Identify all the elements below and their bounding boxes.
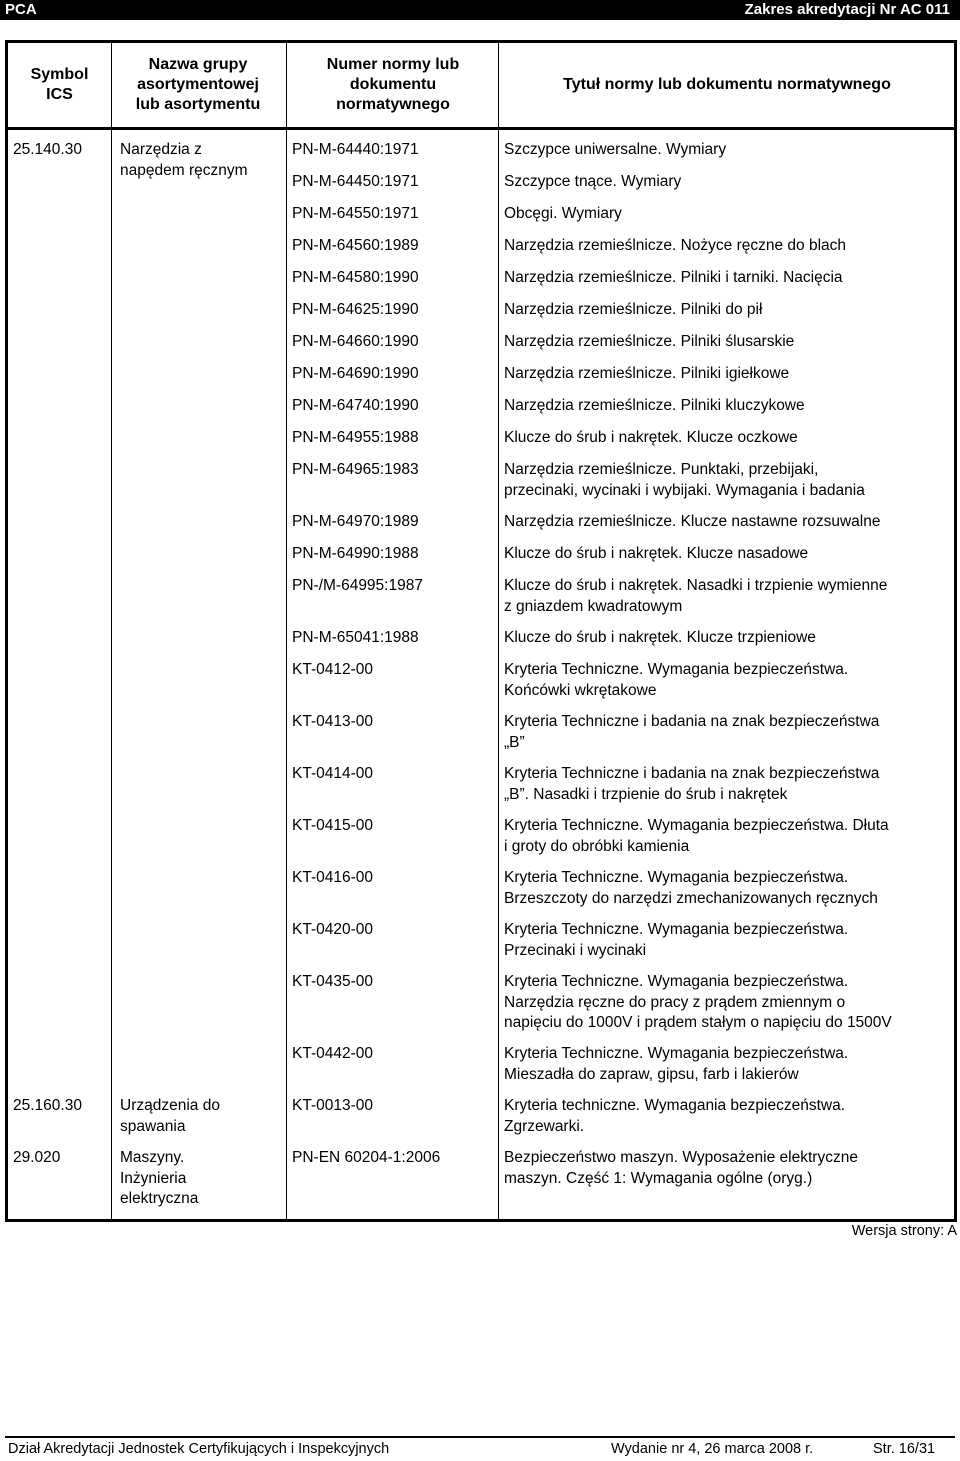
- standard-number: KT-0413-00: [292, 713, 373, 730]
- standard-title-line: Kryteria techniczne. Wymagania bezpieczeństwa.: [504, 1097, 846, 1114]
- standard-number: KT-0415-00: [292, 817, 373, 834]
- standard-number: PN-M-64625:1990: [292, 301, 419, 318]
- footer-department: Dział Akredytacji Jednostek Certyfikujących i Inspekcyjnych: [8, 1441, 390, 1457]
- accreditation-table: [5, 40, 957, 1222]
- standard-title-line: z gniazdem kwadratowym: [504, 597, 683, 615]
- header-right: Zakres akredytacji Nr AC 011: [744, 1, 950, 18]
- standard-title-line: Narzędzia rzemieślnicze. Pilniki do pił: [504, 301, 763, 318]
- footer-page-number: Str. 16/31: [873, 1441, 936, 1457]
- standard-number: PN-M-65041:1988: [292, 629, 419, 646]
- standard-title-line: Klucze do śrub i nakrętek. Klucze trzpieniowe: [504, 629, 816, 646]
- standard-number: KT-0420-00: [292, 921, 373, 938]
- ics-symbol: 29.020: [13, 1149, 61, 1166]
- group-name-line: Narzędzia z: [120, 141, 202, 158]
- footer-divider: [5, 1436, 955, 1438]
- standard-title-line: Narzędzia rzemieślnicze. Pilniki igiełkowe: [504, 365, 790, 382]
- standard-title-line: Kryteria Techniczne. Wymagania bezpieczeństwa.: [504, 1045, 849, 1062]
- top-header-bar: [0, 0, 960, 20]
- group-name-line: spawania: [120, 1117, 186, 1135]
- table-header: [8, 43, 954, 130]
- standard-title-line: Narzędzia rzemieślnicze. Punktaki, przebijaki,: [504, 461, 819, 478]
- header-left: PCA: [5, 1, 37, 18]
- standard-title-line: Narzędzia rzemieślnicze. Pilniki ślusarskie: [504, 333, 795, 350]
- standard-number: PN-EN 60204-1:2006: [292, 1149, 441, 1166]
- standard-title-line: Kryteria Techniczne i badania na znak bezpieczeństwa: [504, 765, 880, 782]
- standard-number: KT-0412-00: [292, 661, 373, 678]
- standard-number: PN-M-64660:1990: [292, 333, 419, 350]
- standard-number: KT-0414-00: [292, 765, 373, 782]
- standard-number: PN-M-64440:1971: [292, 141, 419, 158]
- standard-title-line: Obcęgi. Wymiary: [504, 205, 622, 222]
- standard-title-line: „B”. Nasadki i trzpienie do śrub i nakrętek: [504, 785, 788, 803]
- group-name-line: elektryczna: [120, 1190, 199, 1207]
- group-name-line: Inżynieria: [120, 1169, 187, 1187]
- standard-number: PN-M-64690:1990: [292, 365, 419, 382]
- standard-title-line: Narzędzia rzemieślnicze. Pilniki kluczykowe: [504, 397, 805, 414]
- standard-title-line: Zgrzewarki.: [504, 1117, 585, 1135]
- standard-title-line: napięciu do 1000V i prądem stałym o napięciu do 1500V: [504, 1014, 892, 1031]
- group-name-line: Urządzenia do: [120, 1097, 220, 1114]
- standard-title-line: Kryteria Techniczne i badania na znak bezpieczeństwa: [504, 713, 880, 730]
- standard-title-line: „B”: [504, 733, 525, 751]
- ics-symbol: 25.140.30: [13, 141, 82, 158]
- standard-title-line: Narzędzia rzemieślnicze. Pilniki i tarniki. Nacięcia: [504, 269, 843, 286]
- standard-title-line: Kryteria Techniczne. Wymagania bezpieczeństwa. Dłuta: [504, 817, 889, 834]
- standard-title-line: Przecinaki i wycinaki: [504, 941, 647, 959]
- standard-number: PN-M-64965:1983: [292, 461, 419, 478]
- standard-number: PN-/M-64995:1987: [292, 577, 423, 594]
- standard-title-line: przecinaki, wycinaki i wybijaki. Wymagania i badania: [504, 481, 865, 499]
- standard-title-line: Kryteria Techniczne. Wymagania bezpieczeństwa.: [504, 973, 849, 990]
- standard-title-line: Klucze do śrub i nakrętek. Klucze oczkowe: [504, 429, 798, 446]
- standard-number: PN-M-64560:1989: [292, 237, 419, 254]
- standard-number: PN-M-64970:1989: [292, 513, 419, 530]
- header-standard-title: Tytuł normy lub dokumentu normatywnego: [563, 76, 891, 93]
- standard-number: PN-M-64990:1988: [292, 545, 419, 562]
- standard-title-line: Bezpieczeństwo maszyn. Wyposażenie elektryczne: [504, 1149, 858, 1166]
- standard-title-line: Szczypce tnące. Wymiary: [504, 173, 682, 190]
- standard-title-line: Szczypce uniwersalne. Wymiary: [504, 141, 727, 158]
- standard-title-line: Kryteria Techniczne. Wymagania bezpieczeństwa.: [504, 921, 849, 938]
- group-name-line: napędem ręcznym: [120, 161, 248, 179]
- standard-number: KT-0416-00: [292, 869, 373, 886]
- col-divider-1: [111, 43, 112, 1219]
- col-divider-3: [498, 43, 499, 1219]
- standard-title-line: Kryteria Techniczne. Wymagania bezpieczeństwa.: [504, 869, 849, 886]
- group-name-line: Maszyny.: [120, 1149, 185, 1166]
- standard-number: KT-0435-00: [292, 973, 373, 990]
- standard-number: PN-M-64955:1988: [292, 429, 419, 446]
- footer-edition: Wydanie nr 4, 26 marca 2008 r.: [611, 1441, 814, 1457]
- header-symbol-ics: Symbol ICS: [30, 66, 89, 103]
- standard-title-line: Mieszadła do zapraw, gipsu, farb i lakierów: [504, 1065, 799, 1083]
- page-version: Wersja strony: A: [851, 1223, 957, 1239]
- standard-title-line: i groty do obróbki kamienia: [504, 837, 690, 855]
- standard-title-line: Końcówki wkrętakowe: [504, 681, 657, 699]
- standard-title-line: Brzeszczoty do narzędzi zmechanizowanych ręcznych: [504, 889, 878, 907]
- standard-title-line: Narzędzia rzemieślnicze. Nożyce ręczne do blach: [504, 237, 847, 254]
- standard-number: PN-M-64740:1990: [292, 397, 419, 414]
- standard-number: KT-0013-00: [292, 1097, 373, 1114]
- header-group-name: Nazwa grupy asortymentowej lub asortymentu: [135, 56, 261, 113]
- standard-title-line: Narzędzia rzemieślnicze. Klucze nastawne rozsuwalne: [504, 513, 881, 530]
- standard-title-line: Narzędzia ręczne do pracy z prądem zmiennym o: [504, 993, 846, 1011]
- header-standard-number: Numer normy lub dokumentu normatywnego: [326, 56, 460, 113]
- standard-number: PN-M-64580:1990: [292, 269, 419, 286]
- ics-symbol: 25.160.30: [13, 1097, 82, 1114]
- standard-title-line: maszyn. Część 1: Wymagania ogólne (oryg.): [504, 1169, 813, 1187]
- col-divider-2: [286, 43, 287, 1219]
- standard-number: KT-0442-00: [292, 1045, 373, 1062]
- standard-title-line: Klucze do śrub i nakrętek. Klucze nasadowe: [504, 545, 809, 562]
- standard-number: PN-M-64450:1971: [292, 173, 419, 190]
- standard-title-line: Kryteria Techniczne. Wymagania bezpieczeństwa.: [504, 661, 849, 678]
- standard-number: PN-M-64550:1971: [292, 205, 419, 222]
- standard-title-line: Klucze do śrub i nakrętek. Nasadki i trzpienie wymienne: [504, 577, 888, 594]
